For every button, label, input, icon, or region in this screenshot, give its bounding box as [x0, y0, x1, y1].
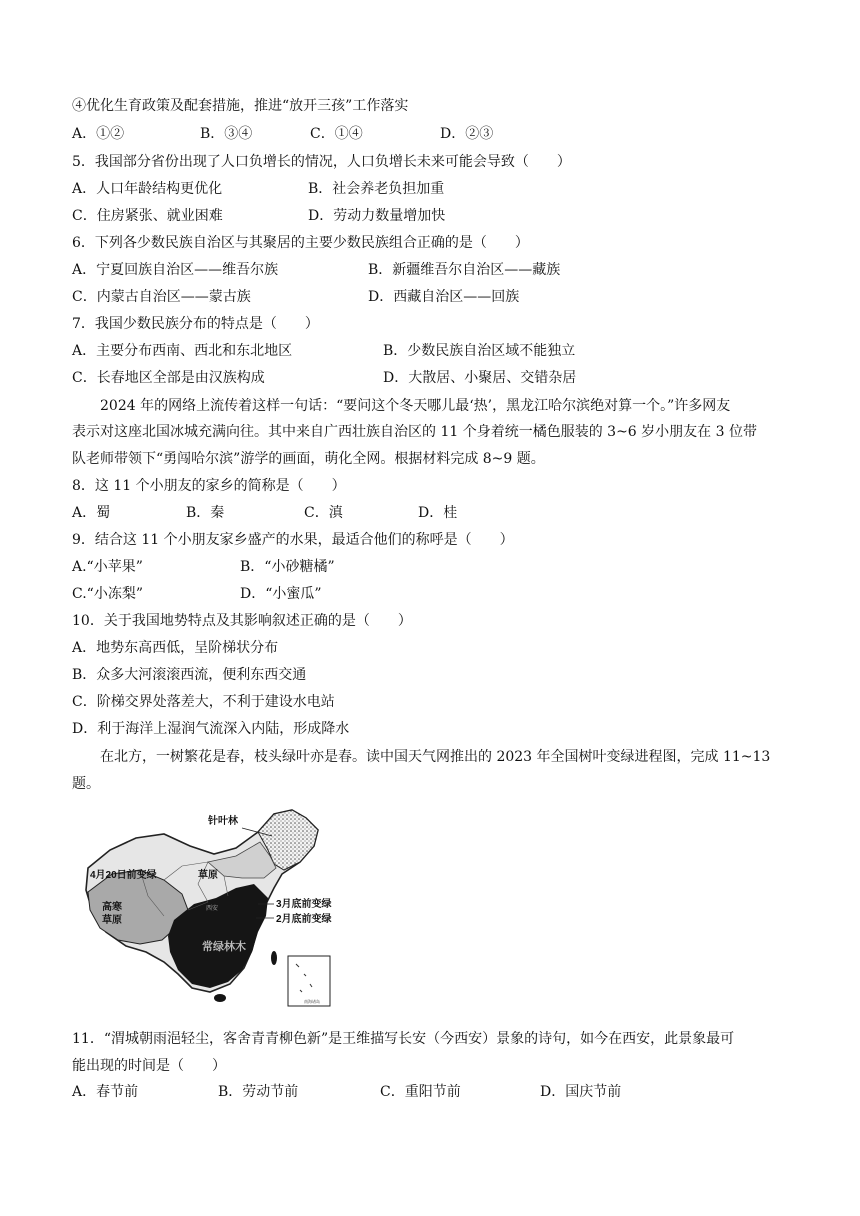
q6-option-a[interactable]: A．宁夏回族自治区——维吾尔族: [72, 262, 279, 278]
q8-option-b[interactable]: B．秦: [186, 505, 225, 521]
q7-stem: 7．我国少数民族分布的特点是（ ）: [72, 316, 319, 332]
q9-option-c[interactable]: C.“小冻梨”: [72, 586, 143, 602]
q4-option-d[interactable]: D．②③: [440, 126, 494, 142]
passage1-line3: 队老师带领下“勇闯哈尔滨”游学的画面，萌化全网。根据材料完成 8~9 题。: [72, 451, 545, 467]
q8-stem: 8．这 11 个小朋友的家乡的简称是（ ）: [72, 478, 346, 494]
q9-option-b[interactable]: B．“小砂糖橘”: [240, 559, 335, 575]
q6-stem: 6．下列各少数民族自治区与其聚居的主要少数民族组合正确的是（ ）: [72, 235, 529, 251]
q8-option-a[interactable]: A．蜀: [72, 505, 111, 521]
label-inset: 南海诸岛: [304, 999, 320, 1004]
label-feb-end: 2月底前变绿: [276, 914, 332, 925]
q10-stem: 10．关于我国地势特点及其影响叙述正确的是（ ）: [72, 613, 412, 629]
passage2-line2: 题。: [72, 776, 100, 792]
q6-option-d[interactable]: D．西藏自治区——回族: [368, 289, 520, 305]
q6-option-b[interactable]: B．新疆维吾尔自治区——藏族: [368, 262, 561, 278]
q4-option-b[interactable]: B．③④: [200, 126, 253, 142]
q7-option-c[interactable]: C．长春地区全部是由汉族构成: [72, 370, 265, 386]
q4-option-c[interactable]: C．①④: [310, 126, 363, 142]
q7-option-b[interactable]: B．少数民族自治区域不能独立: [383, 343, 576, 359]
hainan-island: [214, 994, 226, 1002]
label-alpine: 高寒: [102, 902, 122, 913]
q9-option-d[interactable]: D．“小蜜瓜”: [240, 586, 322, 602]
q5-option-b[interactable]: B．社会养老负担加重: [308, 181, 445, 197]
q9-option-a[interactable]: A.“小苹果”: [72, 559, 143, 575]
q10-option-b[interactable]: B．众多大河滚滚西流，便利东西交通: [72, 667, 307, 683]
label-mar-end: 3月底前变绿: [276, 899, 332, 910]
label-alpine-2: 草原: [102, 915, 122, 926]
q5-option-d[interactable]: D．劳动力数量增加快: [308, 208, 446, 224]
label-conifer: 针叶林: [208, 816, 238, 827]
label-grassland: 草原: [198, 870, 218, 881]
label-evergreen: 常绿林木: [202, 941, 246, 953]
q10-option-c[interactable]: C．阶梯交界处落差大，不利于建设水电站: [72, 694, 335, 710]
q11-option-b[interactable]: B．劳动节前: [218, 1084, 299, 1100]
q10-option-a[interactable]: A．地势东高西低，呈阶梯状分布: [72, 640, 279, 656]
q11-option-c[interactable]: C．重阳节前: [380, 1084, 461, 1100]
q5-stem: 5．我国部分省份出现了人口负增长的情况，人口负增长未来可能会导致（ ）: [72, 154, 571, 170]
q10-option-d[interactable]: D．利于海洋上湿润气流深入内陆，形成降水: [72, 721, 350, 737]
q8-option-d[interactable]: D．桂: [418, 505, 458, 521]
leaf-greening-map: [78, 806, 340, 1008]
q4-option-a[interactable]: A．①②: [72, 126, 125, 142]
q9-stem: 9．结合这 11 个小朋友家乡盛产的水果，最适合他们的称呼是（ ）: [72, 532, 514, 548]
passage1-line2: 表示对这座北国冰城充满向往。其中来自广西壮族自治区的 11 个身着统一橘色服装的 3~6 岁小朋友在 3 位带: [72, 424, 757, 440]
q11-option-d[interactable]: D．国庆节前: [540, 1084, 622, 1100]
label-apr20: 4月20日前变绿: [90, 870, 157, 881]
q7-option-d[interactable]: D．大散居、小聚居、交错杂居: [383, 370, 577, 386]
q5-option-c[interactable]: C．住房紧张、就业困难: [72, 208, 223, 224]
q8-option-c[interactable]: C．滇: [304, 505, 343, 521]
passage1-line1: 2024 年的网络上流传着这样一句话：“要问这个冬天哪儿最‘热’，黑龙江哈尔滨绝对算一个。”许多网友: [100, 398, 731, 414]
q5-option-a[interactable]: A．人口年龄结构更优化: [72, 181, 223, 197]
q6-option-c[interactable]: C．内蒙古自治区——蒙古族: [72, 289, 251, 305]
q7-option-a[interactable]: A．主要分布西南、西北和东北地区: [72, 343, 293, 359]
label-xian: 西安: [206, 906, 219, 912]
passage2-line1: 在北方，一树繁花是春，枝头绿叶亦是春。读中国天气网推出的 2023 年全国树叶变绿进程图，完成 11~13: [100, 749, 771, 765]
q11-option-a[interactable]: A．春节前: [72, 1084, 139, 1100]
taiwan-island: [271, 951, 277, 965]
q11-stem-line2: 能出现的时间是（ ）: [72, 1058, 226, 1074]
q11-stem-line1: 11．“渭城朝雨浥轻尘，客舍青青柳色新”是王维描写长安（今西安）景象的诗句，如今在西安，此景象最可: [72, 1031, 735, 1047]
q4-statement-4: ④优化生育政策及配套措施，推进“放开三孩”工作落实: [72, 98, 409, 114]
